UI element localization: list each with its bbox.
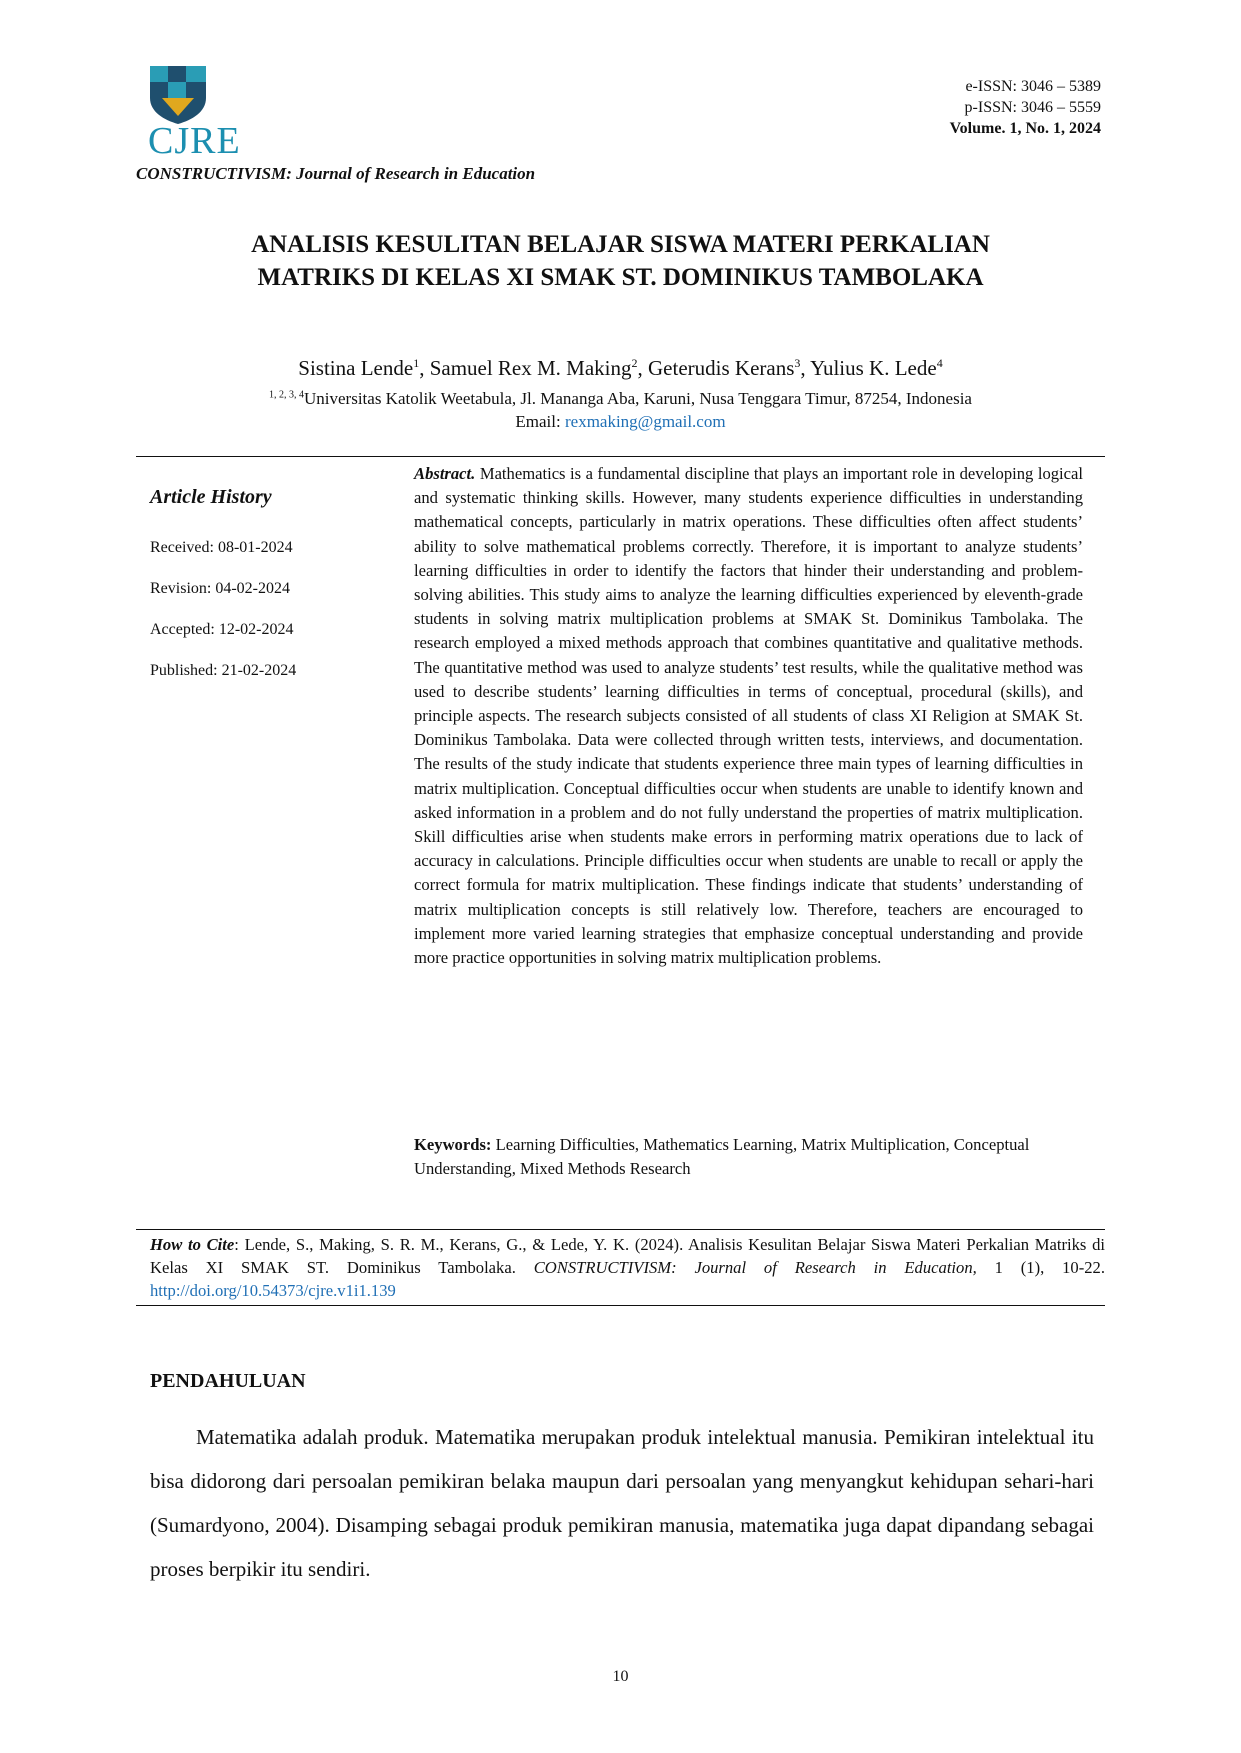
- divider: [136, 456, 1105, 457]
- shield-icon: [148, 64, 208, 126]
- author-name: Yulius K. Lede: [810, 356, 937, 380]
- published-date: Published: 21-02-2024: [150, 662, 297, 679]
- journal-name: CONSTRUCTIVISM: Journal of Research in Education: [136, 164, 536, 183]
- accepted-date: Accepted: 12-02-2024: [150, 621, 294, 638]
- revision-date: Revision: 04-02-2024: [150, 580, 290, 597]
- paper-title: ANALISIS KESULITAN BELAJAR SISWA MATERI PERKALIAN MATRIKS DI KELAS XI SMAK ST. DOMINIKUS TAMBOLAKA: [251, 231, 990, 291]
- affiliation: $^{1, 2, 3, 4}$Universitas Katolik Weetabula, Jl. Mananga Aba, Karuni, Nusa Tenggara Timur, 87254, Indonesia: [269, 389, 972, 408]
- citation-journal: CONSTRUCTIVISM: Journal of Research in Education,: [533, 1258, 977, 1277]
- author-name: Geterudis Kerans: [648, 356, 795, 380]
- abstract-label: Abstract.: [414, 464, 476, 483]
- logo-wordmark: CJRE: [148, 120, 241, 162]
- page-number: 10: [612, 1668, 629, 1685]
- citation-label: How to Cite: [150, 1235, 235, 1254]
- keywords-text: Learning Difficulties, Mathematics Learning, Matrix Multiplication, Conceptual Understanding, Mixed Methods Research: [414, 1135, 1030, 1178]
- journal-logo: [148, 64, 266, 160]
- author-list: Sistina Lende$^1$, Samuel Rex M. Making$^2$, Geterudis Kerans$^3$, Yulius K. Lede$^4$: [298, 356, 943, 380]
- issn-block: [950, 76, 1101, 139]
- received-date: Received: 08-01-2024: [150, 539, 293, 556]
- pissn: p-ISSN: 3046 – 5559: [964, 99, 1101, 116]
- abstract-text: Mathematics is a fundamental discipline that plays an important role in developing logical and systematic thinking skills. However, many students experience difficulties in understanding mathematical concepts, particularly in matrix operations. These difficulties often affect students’ ability to solve mathematical problems correctly. Therefore, it is important to analyze students’ learning difficulties in order to identify the factors that hinder their understanding and problem-solving abilities. This study aims to analyze the learning difficulties experienced by eleventh-grade students in solving matrix multiplication problems at SMAK St. Dominikus Tambolaka. The research employed a mixed methods approach that combines quantitative and qualitative methods. The quantitative method was used to analyze students’ test results, while the qualitative method was used to describe students’ learning difficulties in terms of conceptual, procedural (skills), and principle aspects. The research subjects consisted of all students of class XI Religion at SMAK St. Dominikus Tambolaka. Data were collected through written tests, interviews, and documentation. The results of the study indicate that students experience three main types of learning difficulties in matrix multiplication. Conceptual difficulties occur when students are unable to identify known and asked information in a problem and do not fully understand the properties of matrix multiplication. Skill difficulties arise when students make errors in performing matrix operations due to lack of accuracy in calculations. Principle difficulties occur when students are unable to recall or apply the correct formula for matrix multiplication. These findings indicate that students’ understanding of matrix multiplication concepts is still relatively low. Therefore, teachers are encouraged to implement more varied learning strategies that emphasize conceptual understanding and provide more practice opportunities in solving matrix multiplication problems.: [414, 464, 1083, 968]
- body-paragraph: Matematika adalah produk. Matematika merupakan produk intelektual manusia. Pemikiran intelektual itu bisa didorong dari persoalan pemikiran belaka maupun dari persoalan yang menyangkut kehidupan sehari-hari (Sumardyono, 2004). Disamping sebagai produk pemikiran manusia, matematika juga dapat dipandang sebagai proses berpikir itu sendiri.: [150, 1425, 1094, 1581]
- divider: [136, 1229, 1105, 1230]
- citation: How to Cite: Lende, S., Making, S. R. M., Kerans, G., & Lede, Y. K. (2024). Analisis Kesulitan Belajar Siswa Materi Perkalian Matriks di Kelas XI SMAK ST. Dominikus Tambolaka. CONSTRUCTIVISM: Journal of Research in Education, 1 (1), 10-22. http://doi.org/10.54373/cjre.v1i1.139: [150, 1235, 1105, 1300]
- author-name: Sistina Lende: [298, 356, 414, 380]
- email-link[interactable]: rexmaking@gmail.com: [564, 412, 726, 431]
- abstract: [414, 462, 1083, 970]
- article-history: [150, 486, 390, 703]
- author-name: Samuel Rex M. Making: [429, 356, 632, 380]
- divider: [136, 1305, 1105, 1306]
- volume-info: Volume. 1, No. 1, 2024: [949, 120, 1101, 137]
- keywords-label: Keywords:: [414, 1135, 492, 1154]
- article-history-heading: Article History: [150, 486, 272, 508]
- keywords: [414, 1133, 1094, 1181]
- doi-link[interactable]: http://doi.org/10.54373/cjre.v1i1.139: [150, 1281, 396, 1300]
- section-heading: PENDAHULUAN: [150, 1370, 306, 1392]
- email-line: Email: rexmaking@gmail.com: [515, 412, 726, 431]
- eissn: e-ISSN: 3046 – 5389: [965, 78, 1101, 95]
